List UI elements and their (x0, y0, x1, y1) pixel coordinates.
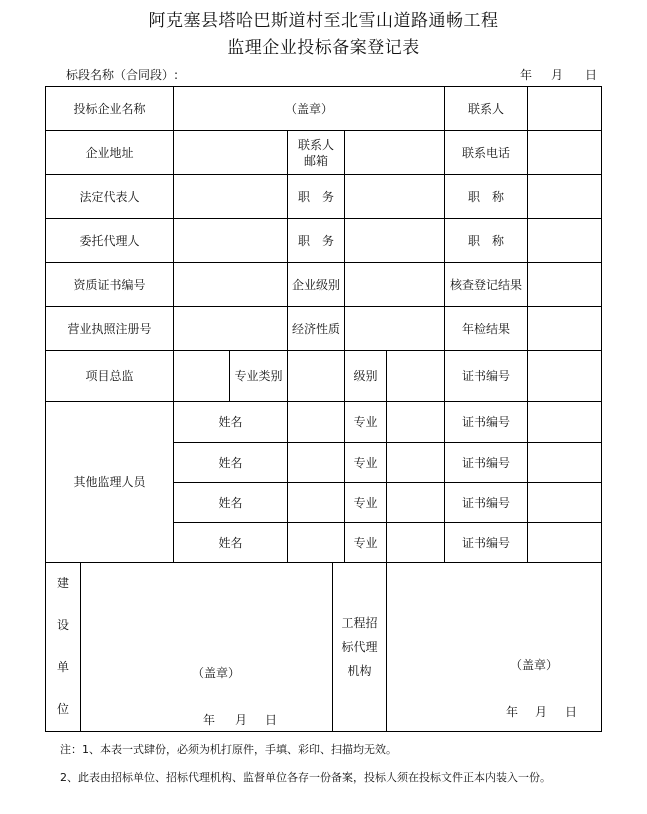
staff-2-name-label: 姓名 (173, 442, 288, 483)
chief-cert-field[interactable] (527, 350, 602, 402)
staff-3-cert-field[interactable] (527, 482, 602, 523)
owner-char-3: 单 (56, 660, 69, 674)
legal-rep-title-label: 职 称 (444, 174, 528, 219)
agent-position-label: 职 务 (287, 218, 345, 263)
header-year: 年 (520, 68, 533, 82)
staff-3-cert-label: 证书编号 (444, 482, 528, 523)
econ-type-field[interactable] (344, 306, 445, 351)
legal-rep-position-field[interactable] (344, 174, 445, 219)
legal-rep-position-label: 职 务 (287, 174, 345, 219)
header-day: 日 (585, 68, 598, 82)
staff-3-name-label: 姓名 (173, 482, 288, 523)
owner-year: 年 (203, 713, 216, 727)
agency-month: 月 (535, 705, 548, 719)
specialty-type-field[interactable] (287, 350, 345, 402)
staff-1-name-label: 姓名 (173, 401, 288, 443)
header-month: 月 (551, 68, 564, 82)
owner-seal-text: （盖章） (192, 666, 241, 680)
agent-position-field[interactable] (344, 218, 445, 263)
note-1: 注：1、本表一式肆份，必须为机打原件，手填、彩印、扫描均无效。 (60, 743, 397, 756)
staff-4-specialty-field[interactable] (386, 522, 445, 563)
staff-1-cert-label: 证书编号 (444, 401, 528, 443)
section-label: 标段名称（合同段）: (66, 68, 179, 82)
grade-label: 级别 (344, 350, 387, 402)
legal-rep-label: 法定代表人 (45, 174, 174, 219)
enterprise-level-label: 企业级别 (287, 262, 345, 307)
license-no-field[interactable] (173, 306, 288, 351)
staff-1-name-field[interactable] (287, 401, 345, 443)
check-result-label: 核查登记结果 (444, 262, 528, 307)
staff-2-cert-label: 证书编号 (444, 442, 528, 483)
owner-month: 月 (235, 713, 248, 727)
staff-3-specialty-label: 专业 (344, 482, 387, 523)
staff-4-name-field[interactable] (287, 522, 345, 563)
check-result-field[interactable] (527, 262, 602, 307)
staff-1-specialty-field[interactable] (386, 401, 445, 443)
bidder-name-label: 投标企业名称 (45, 86, 174, 131)
contact-email-label: 联系人邮箱 (287, 130, 345, 175)
document-title-line2: 监理企业投标备案登记表 (227, 38, 420, 58)
other-staff-label: 其他监理人员 (45, 401, 174, 563)
staff-3-name-field[interactable] (287, 482, 345, 523)
staff-2-name-field[interactable] (287, 442, 345, 483)
agency-day: 日 (565, 705, 578, 719)
bidder-name-seal-field[interactable]: （盖章） (173, 86, 445, 131)
contact-person-label: 联系人 (444, 86, 528, 131)
cert-no-label: 资质证书编号 (45, 262, 174, 307)
chief-supervisor-name-field[interactable] (173, 350, 230, 402)
legal-rep-title-field[interactable] (527, 174, 602, 219)
note-2: 2、此表由招标单位、招标代理机构、监督单位各存一份备案，投标人须在投标文件正本内装入一份。 (60, 771, 551, 784)
enterprise-level-field[interactable] (344, 262, 445, 307)
annual-result-field[interactable] (527, 306, 602, 351)
annual-result-label: 年检结果 (444, 306, 528, 351)
agent-title-label: 职 称 (444, 218, 528, 263)
owner-day: 日 (265, 713, 278, 727)
agent-title-field[interactable] (527, 218, 602, 263)
contact-person-field[interactable] (527, 86, 602, 131)
owner-char-1: 建 (56, 576, 69, 590)
contact-email-field[interactable] (344, 130, 445, 175)
staff-1-cert-field[interactable] (527, 401, 602, 443)
contact-phone-field[interactable] (527, 130, 602, 175)
tender-agency-label: 工程招标代理机构 (332, 562, 387, 732)
staff-4-cert-label: 证书编号 (444, 522, 528, 563)
staff-3-specialty-field[interactable] (386, 482, 445, 523)
agent-field[interactable] (173, 218, 288, 263)
construction-unit-label (45, 562, 81, 732)
owner-char-2: 设 (56, 618, 69, 632)
staff-1-specialty-label: 专业 (344, 401, 387, 443)
staff-2-specialty-field[interactable] (386, 442, 445, 483)
staff-4-specialty-label: 专业 (344, 522, 387, 563)
cert-no-field[interactable] (173, 262, 288, 307)
document-title-line1: 阿克塞县塔哈巴斯道村至北雪山道路通畅工程 (148, 11, 499, 31)
legal-rep-field[interactable] (173, 174, 288, 219)
staff-2-specialty-label: 专业 (344, 442, 387, 483)
specialty-type-label: 专业类别 (229, 350, 288, 402)
grade-field[interactable] (386, 350, 445, 402)
staff-4-cert-field[interactable] (527, 522, 602, 563)
staff-2-cert-field[interactable] (527, 442, 602, 483)
chief-cert-label: 证书编号 (444, 350, 528, 402)
staff-4-name-label: 姓名 (173, 522, 288, 563)
econ-type-label: 经济性质 (287, 306, 345, 351)
construction-unit-seal-area[interactable] (80, 562, 333, 732)
license-no-label: 营业执照注册号 (45, 306, 174, 351)
agency-seal-text: （盖章） (510, 658, 559, 672)
agent-label: 委托代理人 (45, 218, 174, 263)
address-field[interactable] (173, 130, 288, 175)
chief-supervisor-label: 项目总监 (45, 350, 174, 402)
address-label: 企业地址 (45, 130, 174, 175)
contact-phone-label: 联系电话 (444, 130, 528, 175)
owner-char-4: 位 (56, 702, 69, 716)
agency-year: 年 (506, 705, 519, 719)
